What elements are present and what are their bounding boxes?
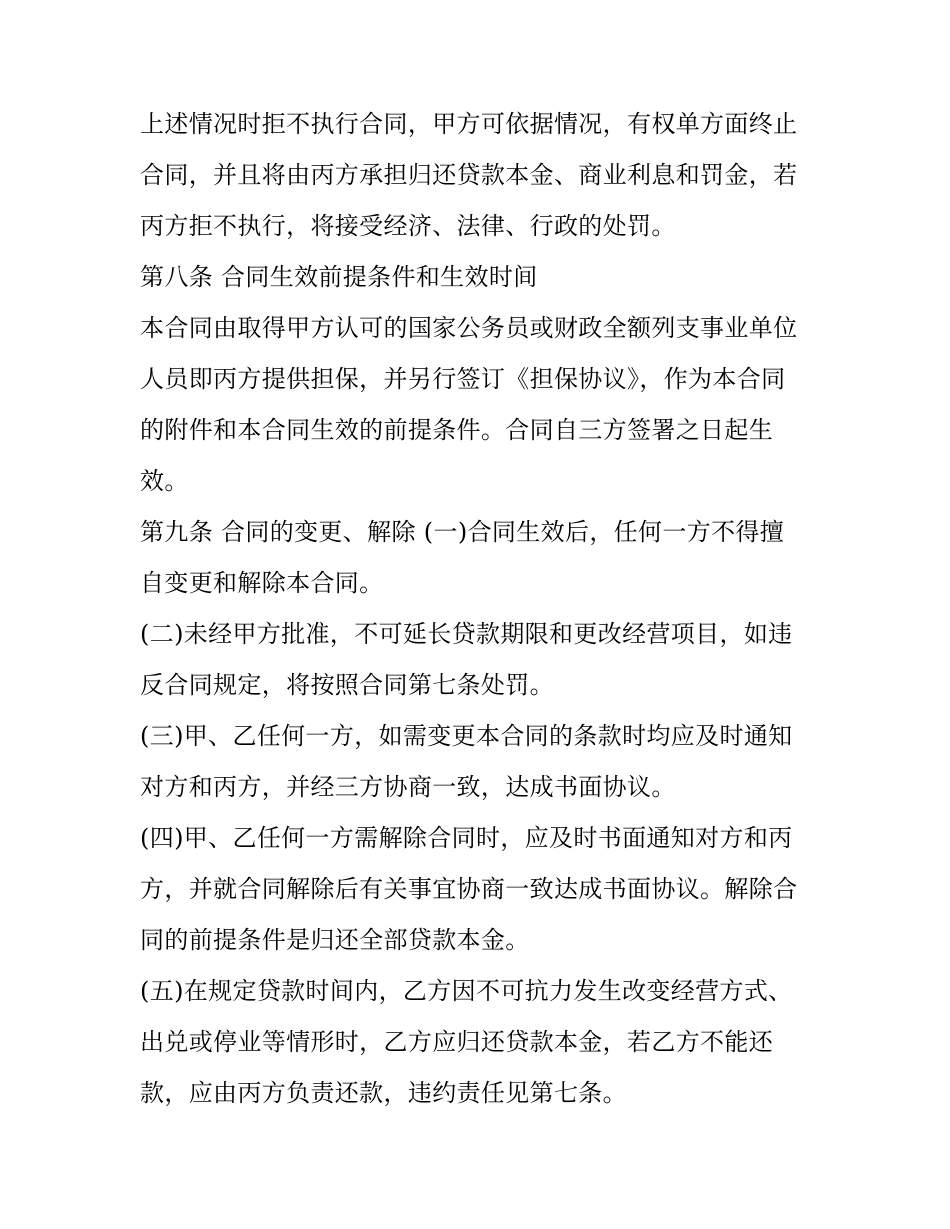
- text-line: 同的前提条件是归还全部贷款本金。: [140, 926, 530, 954]
- text-line: 人员即丙方提供担保，并另行签订《担保协议》，作为本合同: [140, 365, 786, 393]
- text-line: 上述情况时拒不执行合同，甲方可依据情况，有权单方面终止: [140, 110, 798, 138]
- section-heading-article-9: 第九条 合同的变更、解除 (一)合同生效后，任何一方不得擅: [140, 518, 785, 546]
- clause-3-line: (三)甲、乙任何一方，如需变更本合同的条款时均应及时通知: [140, 722, 793, 750]
- document-body: [140, 108, 812, 1128]
- text-line: 丙方拒不执行，将接受经济、法律、行政的处罚。: [140, 212, 676, 240]
- text-line: 对方和丙方，并经三方协商一致，达成书面协议。: [140, 773, 676, 801]
- text-line: 的附件和本合同生效的前提条件。合同自三方签署之日起生: [140, 416, 774, 444]
- text-line: 方，并就合同解除后有关事宜协商一致达成书面协议。解除合: [140, 875, 798, 903]
- text-line: 款，应由丙方负责还款，违约责任见第七条。: [140, 1079, 627, 1107]
- clause-2-line: (二)未经甲方批准，不可延长贷款期限和更改经营项目，如违: [140, 620, 793, 648]
- section-heading-article-8: 第八条 合同生效前提条件和生效时间: [140, 263, 538, 291]
- text-line: 反合同规定，将按照合同第七条处罚。: [140, 671, 554, 699]
- text-line: 出兑或停业等情形时，乙方应归还贷款本金，若乙方不能还: [140, 1028, 774, 1056]
- text-line: 自变更和解除本合同。: [140, 569, 384, 597]
- text-line: 效。: [140, 467, 189, 495]
- clause-4-line: (四)甲、乙任何一方需解除合同时，应及时书面通知对方和丙: [140, 824, 793, 852]
- clause-5-line: (五)在规定贷款时间内，乙方因不可抗力发生改变经营方式、: [140, 977, 793, 1005]
- text-line: 本合同由取得甲方认可的国家公务员或财政全额列支事业单位: [140, 314, 798, 342]
- text-line: 合同，并且将由丙方承担归还贷款本金、商业利息和罚金，若: [140, 161, 798, 189]
